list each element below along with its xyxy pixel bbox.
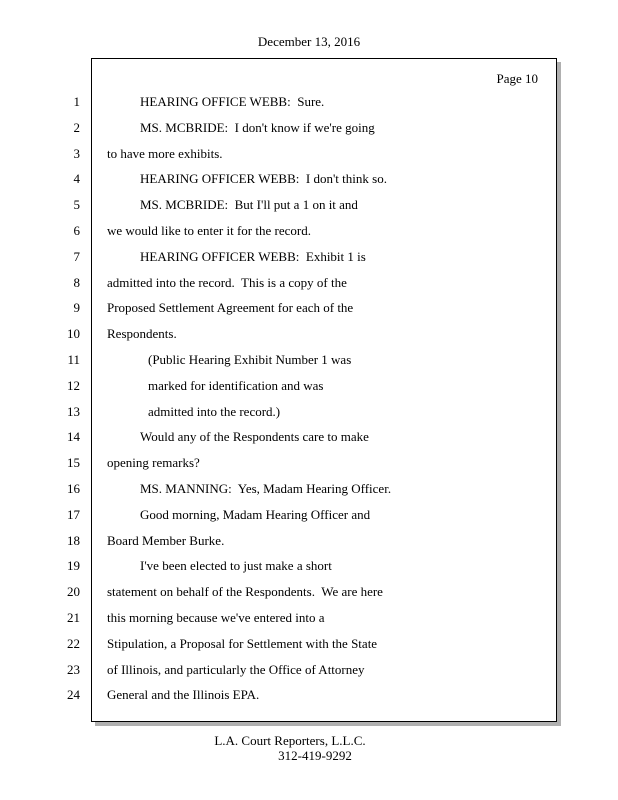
line-number: 19 xyxy=(67,558,80,574)
line-text: MS. MCBRIDE: But I'll put a 1 on it and xyxy=(140,197,358,213)
line-number: 14 xyxy=(67,429,80,445)
transcript-line xyxy=(0,324,618,344)
line-number: 13 xyxy=(67,403,80,419)
line-text: we would like to enter it for the record. xyxy=(107,223,311,238)
line-number: 7 xyxy=(73,248,80,264)
line-number: 5 xyxy=(73,197,80,213)
transcript-line xyxy=(0,427,618,447)
page-number: Page 10 xyxy=(496,71,538,86)
transcript-line xyxy=(0,685,618,705)
line-number: 9 xyxy=(73,300,80,316)
line-text: admitted into the record. This is a copy of the xyxy=(107,274,347,290)
court-reporter-name: L.A. Court Reporters, L.L.C. xyxy=(214,733,366,748)
transcript-line xyxy=(0,453,618,473)
transcript-line xyxy=(0,169,618,189)
line-number: 6 xyxy=(73,223,80,238)
line-number: 1 xyxy=(73,94,80,109)
transcript-line xyxy=(0,660,618,680)
transcript-line xyxy=(0,92,618,112)
transcript-line xyxy=(0,582,618,602)
line-number: 20 xyxy=(67,584,80,600)
transcript-line xyxy=(0,556,618,576)
line-text: MS. MANNING: Yes, Madam Hearing Officer. xyxy=(140,481,392,496)
line-number: 2 xyxy=(73,119,80,135)
line-number: 12 xyxy=(67,377,80,393)
line-number: 18 xyxy=(67,532,80,548)
line-number: 8 xyxy=(73,274,80,290)
line-text: Board Member Burke. xyxy=(107,532,225,548)
line-text: this morning because we've entered into a xyxy=(107,610,325,625)
line-text: Good morning, Madam Hearing Officer and xyxy=(140,506,371,522)
transcript-line xyxy=(0,144,618,164)
line-number: 22 xyxy=(67,635,80,651)
line-text: MS. MCBRIDE: I don't know if we're going xyxy=(140,119,375,135)
line-number: 4 xyxy=(73,171,80,187)
line-text: I've been elected to just make a short xyxy=(140,558,332,574)
transcript-line xyxy=(0,273,618,293)
line-text: General and the Illinois EPA. xyxy=(107,687,260,703)
line-number: 24 xyxy=(67,687,80,703)
line-text: HEARING OFFICE WEBB: Sure. xyxy=(140,94,325,109)
line-text: (Public Hearing Exhibit Number 1 was xyxy=(148,352,352,367)
line-number: 15 xyxy=(67,455,80,471)
line-number: 10 xyxy=(67,326,80,342)
line-number: 11 xyxy=(67,352,80,367)
line-text: Proposed Settlement Agreement for each of the xyxy=(107,300,354,316)
transcript-line xyxy=(0,298,618,318)
transcript-date: December 13, 2016 xyxy=(257,34,361,49)
court-reporter-phone: 312-419-9292 xyxy=(278,748,352,763)
transcript-line xyxy=(0,221,618,241)
transcript-line xyxy=(0,634,618,654)
line-number: 16 xyxy=(67,481,80,496)
transcript-line xyxy=(0,402,618,422)
line-text: marked for identification and was xyxy=(148,377,324,393)
transcript-line xyxy=(0,350,618,370)
line-text: opening remarks? xyxy=(107,455,200,471)
line-number: 23 xyxy=(67,661,80,677)
line-number: 17 xyxy=(67,506,80,522)
line-text: HEARING OFFICER WEBB: I don't think so. xyxy=(140,171,387,187)
transcript-line xyxy=(0,608,618,628)
transcript-line xyxy=(0,479,618,499)
line-text: admitted into the record.) xyxy=(148,403,281,419)
line-number: 21 xyxy=(67,610,80,625)
line-text: Stipulation, a Proposal for Settlement with the State xyxy=(107,635,378,651)
line-text: statement on behalf of the Respondents. We are here xyxy=(107,584,383,600)
transcript-line xyxy=(0,195,618,215)
line-text: to have more exhibits. xyxy=(107,145,223,161)
line-text: Would any of the Respondents care to make xyxy=(140,429,369,445)
transcript-line xyxy=(0,247,618,267)
transcript-line xyxy=(0,531,618,551)
line-text: HEARING OFFICER WEBB: Exhibit 1 is xyxy=(140,248,366,264)
line-number: 3 xyxy=(73,145,80,161)
line-text: Respondents. xyxy=(107,326,177,342)
transcript-line xyxy=(0,118,618,138)
line-text: of Illinois, and particularly the Office of Attorney xyxy=(107,661,365,677)
transcript-line xyxy=(0,376,618,396)
transcript-line xyxy=(0,505,618,525)
